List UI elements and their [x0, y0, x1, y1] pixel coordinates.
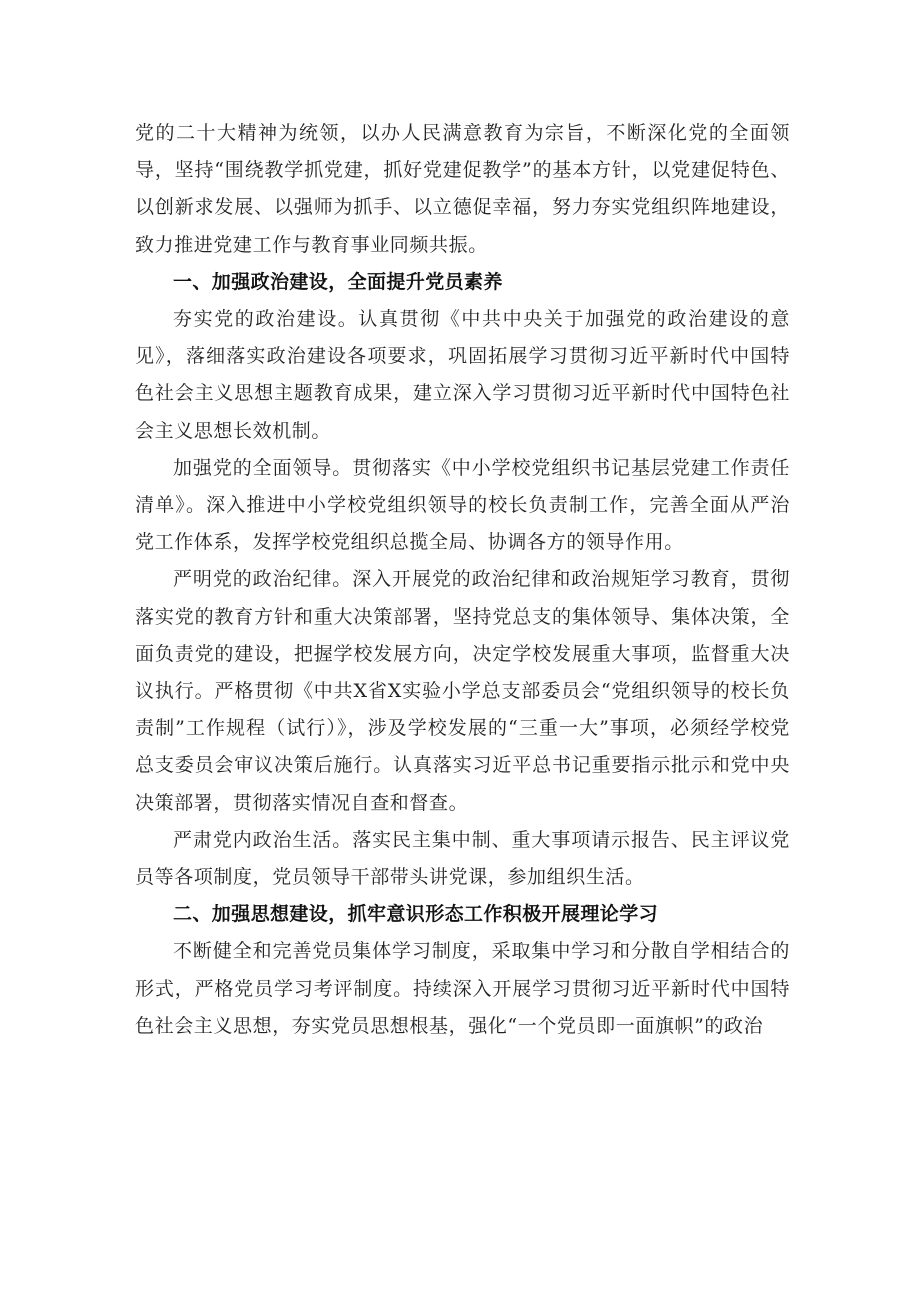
paragraph-political-building: 夯实党的政治建设。认真贯彻《中共中央关于加强党的政治建设的意见》，落细落实政治建设各项要求，巩固拓展学习贯彻习近平新时代中国特色社会主义思想主题教育成果，建立深入学习贯彻习近平新时代中国特色社会主义思想长效机制。: [135, 308, 790, 442]
document-body: [135, 115, 790, 1045]
section-heading-1: 一、加强政治建设，全面提升党员素养: [173, 270, 503, 293]
paragraph-political-life: 严肃党内政治生活。落实民主集中制、重大事项请示报告、民主评议党员等各项制度，党员领导干部带头讲党课，参加组织生活。: [135, 828, 790, 889]
paragraph-political-discipline: 严明党的政治纪律。深入开展党的政治纪律和政治规矩学习教育，贯彻落实党的教育方针和重大决策部署，坚持党总支的集体领导、集体决策，全面负责党的建设，把握学校发展方向，决定学校发展重大事项，监督重大决议执行。严格贯彻《中共X省X实验小学总支部委员会“党组织领导的校长负责制”工作规程（试行）》，涉及学校发展的“三重一大”事项，必须经学校党总支委员会审议决策后施行。认真落实习近平总书记重要指示批示和党中央决策部署，贯彻落实情况自查和督查。: [135, 568, 790, 814]
intro-paragraph: 党的二十大精神为统领，以办人民满意教育为宗旨，不断深化党的全面领导，坚持“围绕教学抓党建，抓好党建促教学”的基本方针，以党建促特色、以创新求发展、以强师为抓手、以立德促幸福，努力夯实党组织阵地建设，致力推进党建工作与教育事业同频共振。: [135, 122, 790, 256]
paragraph-theory-study: 不断健全和完善党员集体学习制度，采取集中学习和分散自学相结合的形式，严格党员学习考评制度。持续深入开展学习贯彻习近平新时代中国特色社会主义思想，夯实党员思想根基，强化“一个党员即一面旗帜”的政治: [135, 940, 790, 1037]
section-heading-2: 二、加强思想建设，抓牢意识形态工作积极开展理论学习: [173, 903, 659, 926]
paragraph-overall-leadership: 加强党的全面领导。贯彻落实《中小学校党组织书记基层党建工作责任清单》。深入推进中小学校党组织领导的校长负责制工作，完善全面从严治党工作体系，发挥学校党组织总揽全局、协调各方的领导作用。: [135, 456, 790, 554]
